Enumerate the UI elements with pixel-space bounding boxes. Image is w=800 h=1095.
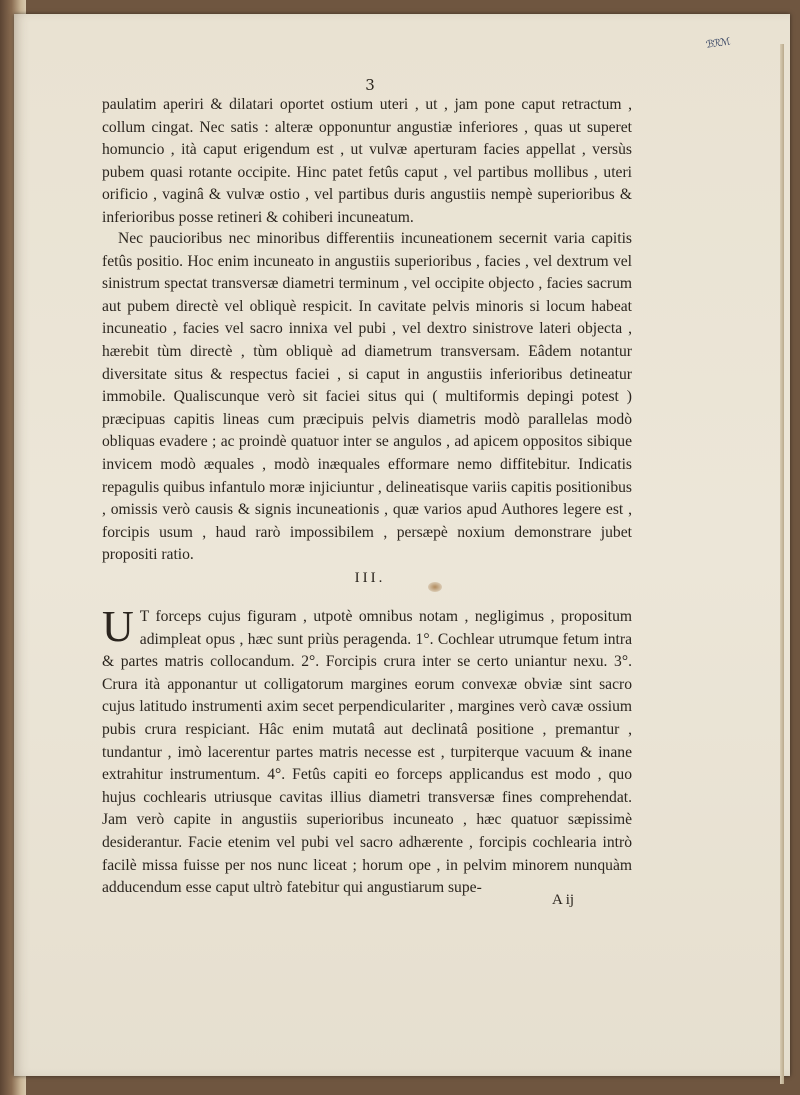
paper-stain (428, 582, 442, 592)
paragraph-1: paulatim aperiri & dilatari oportet ostium uteri , ut , jam pone caput retractum , collum cingat. Nec satis : alteræ opponuntur angustiæ inferiores , quas ut superet homuncio , ità caput erigendum est , ut vulvæ aperturam facies appellat , versùs pubem quasi rotante occipite. Hinc patet fetûs caput , vel partibus mollibus , uteri orificio , vaginâ & vulvæ ostio , vel partibus duris angustiis nempè superioribus & inferioribus posse retineri & cohiberi incuneatum. (102, 96, 632, 226)
catchword: A ij (552, 892, 575, 908)
library-stamp: ℬℛℳ (705, 36, 731, 51)
section-text: T forceps cujus figuram , utpotè omnibus notam , negligimus , propositum adimpleat opus , hæc sunt priùs peragenda. 1°. Cochlear utrumque fetum intra & partes matris collocandum. 2°. Forcipis crura inter se certo uniantur nexu. 3°. Crura ità apponantur ut colligatorum margines eorum convexæ obviæ sint sacro cujus latitudo instrumenti axim secet perpendiculariter , margines verò cavæ ossium pubis crura respiciant. Hâc enim mutatâ aut declinatâ positione , premantur , tundantur , imò lacerentur partes matris necesse est , turpiterque vacuum & inane extrahitur instrumentum. 4°. Fetûs capiti eo forceps applicandus est modo , quo hujus cochlearis utriusque cavitas illius diametri transversæ fines comprehendat. Jam verò capite in angustiis superioribus incuneato , hæc quatuor sæpissimè desiderantur. Facie etenim vel pubi vel sacro adhærente , forcipis cochlearia intrò facilè missa fuisse per nos nunc liceat ; horum ope , in pelvim minorem nunquàm adducendum esse caput ultrò fatebitur qui angustiarum supe- (102, 608, 632, 897)
drop-cap: U (102, 602, 134, 651)
section-heading: III. (354, 570, 386, 586)
paragraph-2: Nec paucioribus nec minoribus differentiis incuneationem secernit varia capitis fetûs positio. Hoc enim incuneato in angustiis superioribus , facies , vel dextrum vel sinistrum spectat transversæ diametri terminum , vel occipite objecto , facies sacrum aut pubem directè vel obliquè respicit. In cavitate pelvis minoris si locum habeat incuneatio , facies vel sacro innixa vel pubi , vel dextro sinistrove lateri objecta , hærebit tùm directè , tùm obliquè ad diametrum transversam. Eâdem notantur diversitate situs & respectus faciei , si caput in angustiis inferioribus detineatur immobile. Qualiscunque verò sit faciei situs qui ( multiformis depingi potest ) præcipuas capitis lineas cum præcipuis pelvis diametris modò parallelas modò obliquas evadere ; ac proindè quatuor inter se angulos , ad apicem oppositos sibique invicem modò æquales , modò inæquales efformare nemo diffitebitur. Indicatis repagulis quibus infantulo moræ injiciuntur , delineatisque variis capitis positionibus , omissis verò causis & signis incuneationis , quæ varios apud Authores legere est , forcipis usum , haud rarò impossibilem , persæpè noxium demonstrare jubet propositi ratio. (102, 230, 632, 564)
page-number: 3 (365, 76, 375, 94)
section-paragraph (102, 602, 632, 900)
page-edge (780, 44, 784, 1084)
